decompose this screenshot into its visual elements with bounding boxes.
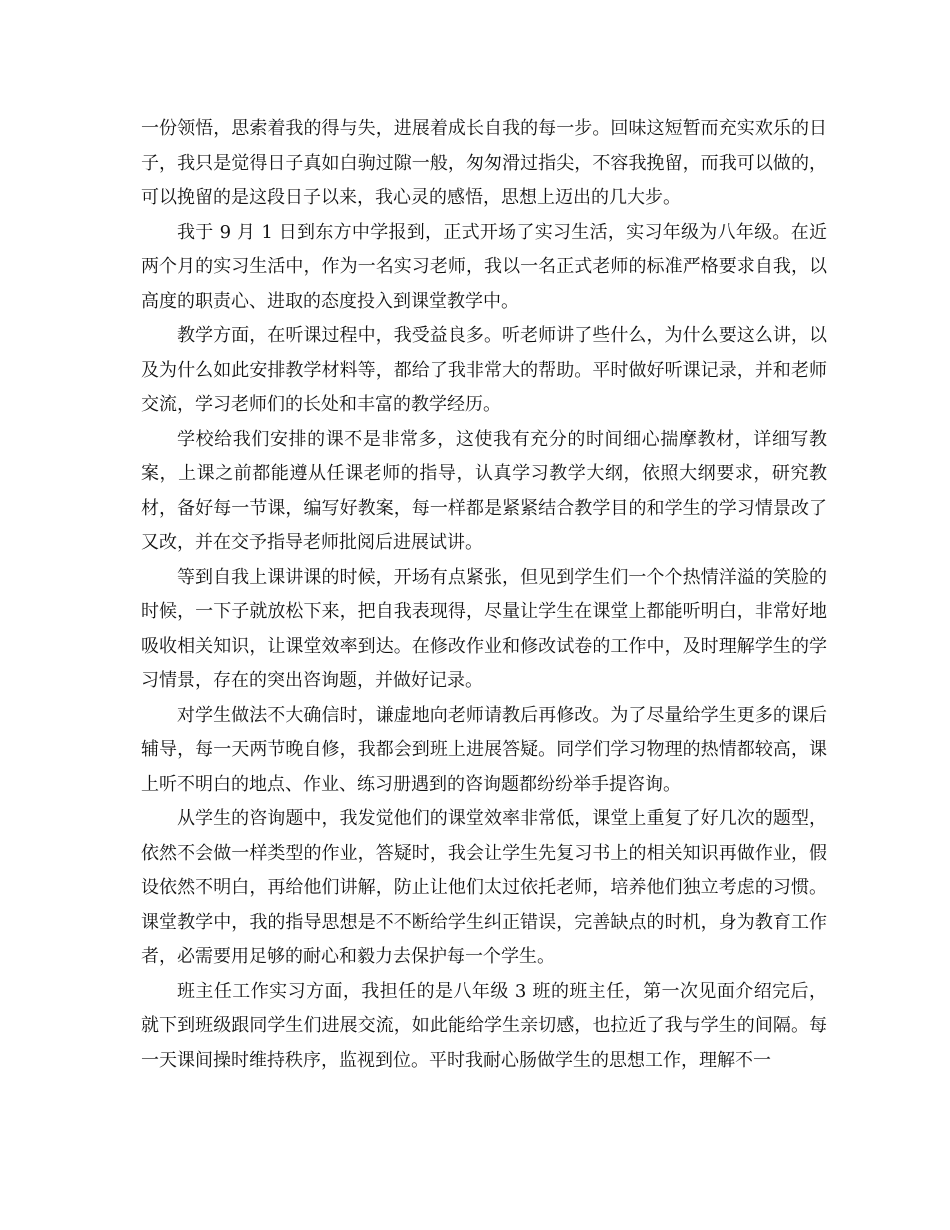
paragraph-4: 学校给我们安排的课不是非常多，这使我有充分的时间细心揣摩教材，详细写教案，上课之前都能遵从任课老师的指导，认真学习教学大纲，依照大纲要求，研究教材，备好每一节课，编写好教案，每一样都是紧紧结合教学目的和学生的学习情景改了又改，并在交予指导老师批阅后进展试讲。 (141, 428, 827, 553)
paragraph-8: 班主任工作实习方面，我担任的是八年级 3 班的班主任，第一次见面介绍完后，就下到班级跟同学生们进展交流，如此能给学生亲切感，也拉近了我与学生的间隔。每一天课间操时维持秩序，监视到位。平时我耐心肠做学生的思想工作，理解不一 (141, 980, 827, 1071)
paragraph-6: 对学生做法不大确信时，谦虚地向老师请教后再修改。为了尽量给学生更多的课后辅导，每一天两节晚自修，我都会到班上进展答疑。同学们学习物理的热情都较高，课上听不明白的地点、作业、练习册遇到的咨询题都纷纷举手提咨询。 (141, 704, 827, 795)
paragraph-2: 我于 9 月 1 日到东方中学报到，正式开场了实习生活，实习年级为八年级。在近两个月的实习生活中，作为一名实习老师，我以一名正式老师的标准严格要求自我，以高度的职责心、进取的态度投入到课堂教学中。 (141, 221, 827, 312)
document-page (141, 112, 827, 1078)
paragraph-7: 从学生的咨询题中，我发觉他们的课堂效率非常低，课堂上重复了好几次的题型，依然不会做一样类型的作业，答疑时，我会让学生先复习书上的相关知识再做作业，假设依然不明白，再给他们讲解，防止让他们太过依托老师，培养他们独立考虑的习惯。课堂教学中，我的指导思想是不不断给学生纠正错误，完善缺点的时机，身为教育工作者，必需要用足够的耐心和毅力去保护每一个学生。 (141, 808, 827, 967)
paragraph-3: 教学方面，在听课过程中，我受益良多。听老师讲了些什么，为什么要这么讲，以及为什么如此安排教学材料等，都给了我非常大的帮助。平时做好听课记录，并和老师交流，学习老师们的长处和丰富的教学经历。 (141, 325, 827, 415)
paragraph-1: 一份领悟，思索着我的得与失，进展着成长自我的每一步。回味这短暂而充实欢乐的日子，我只是觉得日子真如白驹过隙一般，匆匆滑过指尖，不容我挽留，而我可以做的，可以挽留的是这段日子以来，我心灵的感悟，思想上迈出的几大步。 (141, 118, 827, 208)
paragraph-5: 等到自我上课讲课的时候，开场有点紧张，但见到学生们一个个热情洋溢的笑脸的时候，一下子就放松下来，把自我表现得，尽量让学生在课堂上都能听明白，非常好地吸收相关知识，让课堂效率到达。在修改作业和修改试卷的工作中，及时理解学生的学习情景，存在的突出咨询题，并做好记录。 (141, 566, 827, 691)
